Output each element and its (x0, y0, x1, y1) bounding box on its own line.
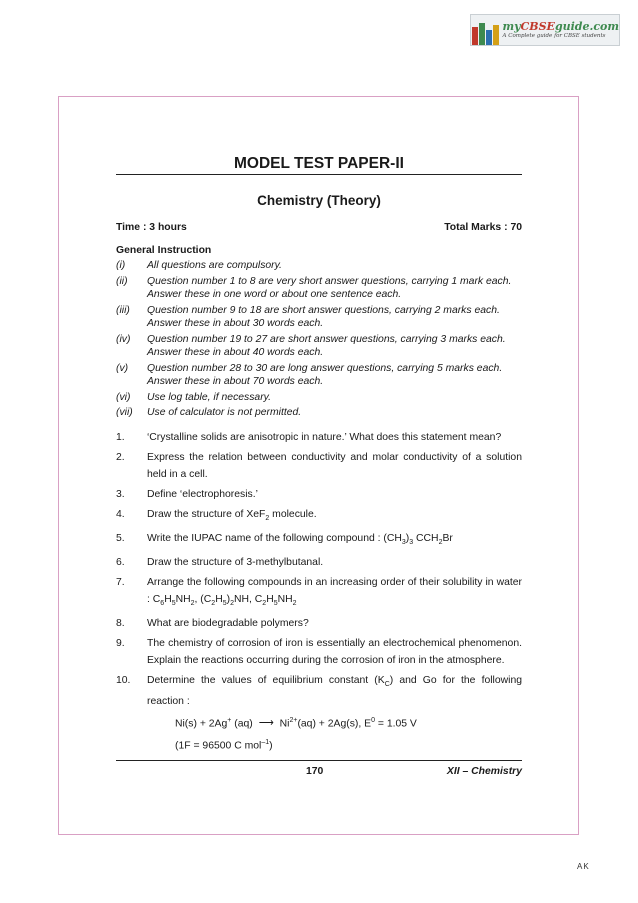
page-number: 170 (306, 765, 324, 777)
instruction-item: (v) Question number 28 to 30 are long answer questions, carrying 5 marks each. Answer these in about 70 words each. (116, 362, 503, 387)
footer-rule (116, 760, 522, 761)
question-5: 5. Write the IUPAC name of the following compound : $(CH_3)_3$ $CCH_2Br$ (116, 532, 453, 546)
faraday-constant: (1F = 96500 C mol$^{-1}$) (175, 739, 273, 752)
question-7: 7. Arrange the following compounds in an increasing order of their solubility in water : $C_6H_5NH_2$, $(C_2H_5)_2NH$, $C_2H_5NH_2$ (116, 576, 522, 607)
mycbseguide-logo (470, 14, 620, 46)
page-title: MODEL TEST PAPER-II (234, 155, 404, 172)
question-3: 3. Define ‘electrophoresis.’ (116, 488, 258, 500)
question-1: 1. ‘Crystalline solids are anisotropic in nature.’ What does this statement mean? (116, 431, 502, 443)
instruction-item: (iv) Question number 19 to 27 are short answer questions, carrying 3 marks each. Answer these in about 40 words each. (116, 333, 506, 358)
instruction-item: (vi) Use log table, if necessary. (116, 391, 271, 403)
total-marks: Total Marks : 70 (444, 222, 522, 233)
corner-note: AK (577, 862, 590, 871)
document-body (116, 153, 522, 782)
reaction-equation: Ni(s) + 2Ag+ (aq) ⟶ $Ni^{2+}(aq) + 2Ag(s)$, $E^0 = 1.05$ V (116, 712, 522, 732)
time-allowed: Time : 3 hours (116, 222, 187, 233)
question-2: 2. Express the relation between conductivity and molar conductivity of a solution held in a cell. (116, 451, 522, 480)
reaction-arrow-icon: ⟶ (258, 718, 274, 730)
question-8: 8. What are biodegradable polymers? (116, 617, 309, 629)
book-title: XII – Chemistry (446, 765, 522, 777)
instruction-item: (iii) Question number 9 to 18 are short answer questions, carrying 2 marks each. Answer these in about 30 words each. (116, 304, 500, 329)
question-10: 10. Determine the values of equilibrium constant $(K_C)$ and Go for the following reaction : (116, 674, 523, 707)
title-rule (116, 174, 522, 175)
page-footer (116, 766, 522, 782)
logo-brand: myCBSEguide.com (502, 19, 619, 33)
question-6: 6. Draw the structure of 3-methylbutanal. (116, 556, 324, 568)
instruction-item: (ii) Question number 1 to 8 are very short answer questions, carrying 1 mark each. Answer these in one word or about one sentence each. (116, 275, 512, 300)
books-icon (471, 15, 501, 45)
subject-title: Chemistry (Theory) (257, 193, 381, 208)
instructions-heading: General Instruction (116, 245, 212, 256)
question-9: 9. The chemistry of corrosion of iron is essentially an electrochemical phenomenon. Explain the reactions occurring during the corrosion of iron in the atmosphere. (116, 637, 522, 666)
logo-tagline: A Complete guide for CBSE students (502, 32, 606, 39)
instruction-item: (vii) Use of calculator is not permitted. (116, 407, 302, 418)
exam-info (116, 221, 522, 234)
question-4: 4. Draw the structure of XeF$_2$ molecule. (116, 508, 317, 522)
instruction-item: (i) All questions are compulsory. (116, 260, 282, 271)
